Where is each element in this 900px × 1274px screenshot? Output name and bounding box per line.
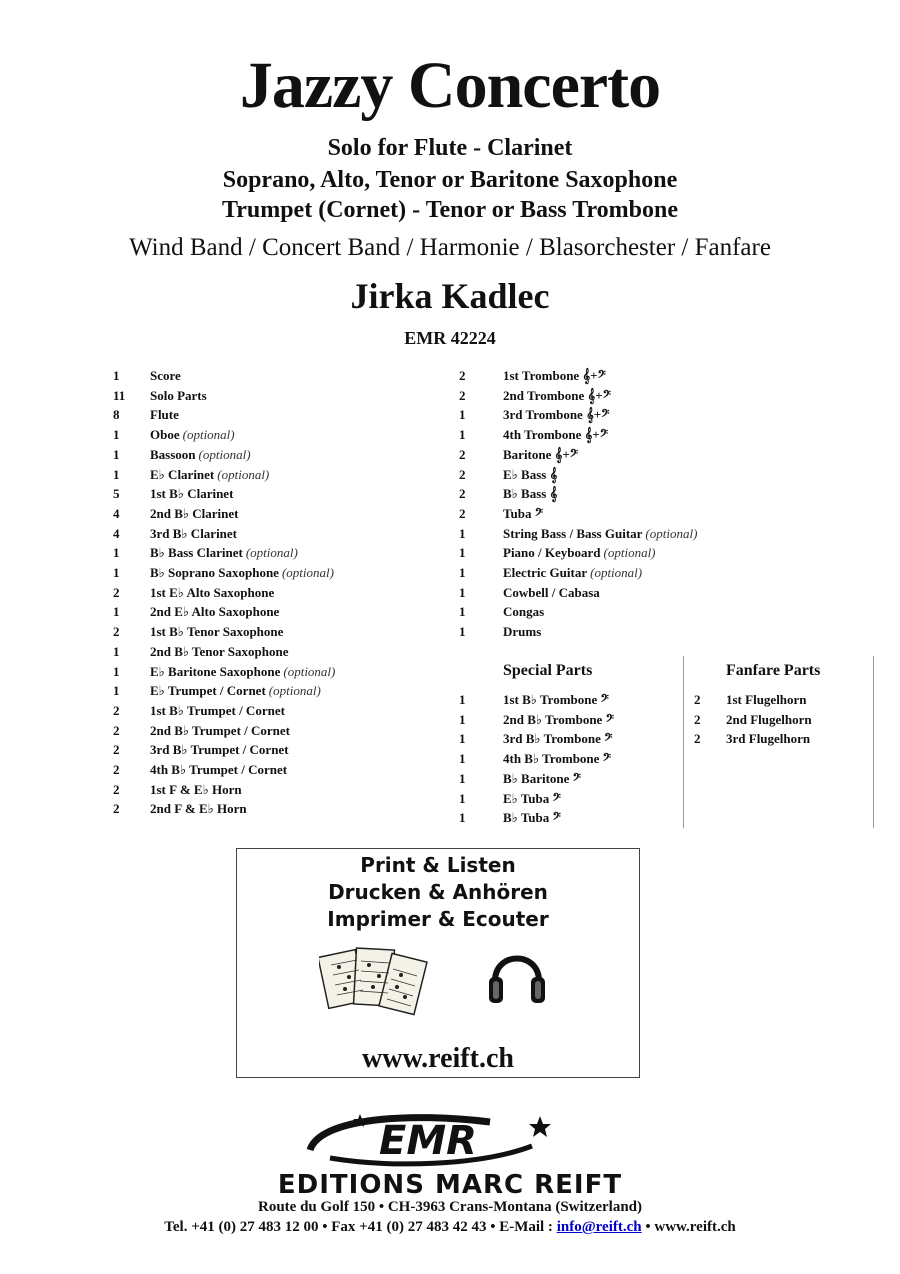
part-name bbox=[150, 467, 269, 483]
part-quantity: 1 bbox=[459, 692, 466, 707]
part-quantity: 1 bbox=[113, 683, 120, 699]
email-link[interactable]: info@reift.ch bbox=[556, 1219, 642, 1235]
part-name bbox=[503, 692, 609, 708]
part-quantity: 2 bbox=[113, 781, 120, 797]
part-instrument: 1st E♭ Alto Saxophone bbox=[150, 584, 275, 600]
part-instrument: Flute bbox=[150, 407, 179, 423]
part-name bbox=[150, 683, 321, 699]
part-instrument: Drums bbox=[503, 624, 542, 640]
part-quantity: 2 bbox=[459, 446, 466, 462]
part-name bbox=[150, 624, 283, 640]
part-instrument: Solo Parts bbox=[150, 387, 207, 403]
part-instrument: 3rd B♭ Trombone 𝄢 bbox=[503, 731, 613, 747]
part-name bbox=[503, 368, 606, 384]
part-instrument: Baritone 𝄞+𝄢 bbox=[503, 446, 579, 462]
part-name bbox=[726, 731, 810, 747]
publisher-contact bbox=[0, 1219, 900, 1236]
part-name bbox=[503, 791, 561, 807]
sheet-music-icon bbox=[319, 943, 429, 1023]
part-instrument: 2nd Trombone 𝄞+𝄢 bbox=[503, 387, 611, 403]
part-instrument: B♭ Tuba 𝄢 bbox=[503, 810, 561, 826]
part-instrument: 4th B♭ Trumpet / Cornet bbox=[150, 762, 288, 777]
part-instrument: 2nd E♭ Alto Saxophone bbox=[150, 604, 280, 620]
logo-text: EMR bbox=[379, 1118, 477, 1164]
part-instrument: E♭ Bass 𝄞 bbox=[503, 466, 558, 482]
part-name bbox=[503, 486, 557, 502]
part-quantity: 2 bbox=[459, 368, 466, 383]
part-quantity: 1 bbox=[459, 407, 466, 423]
part-quantity: 1 bbox=[459, 624, 466, 640]
part-instrument: 1st Flugelhorn bbox=[726, 692, 807, 707]
part-optional-note: (optional) bbox=[281, 565, 334, 580]
part-quantity: 1 bbox=[113, 663, 120, 679]
part-name bbox=[726, 692, 807, 708]
part-quantity: 2 bbox=[694, 731, 701, 747]
part-instrument: String Bass / Bass Guitar bbox=[503, 525, 643, 541]
part-quantity: 2 bbox=[694, 692, 701, 707]
part-quantity: 2 bbox=[113, 624, 120, 640]
part-name bbox=[150, 742, 289, 758]
part-optional-note: (optional) bbox=[283, 663, 336, 679]
emr-logo bbox=[300, 1110, 560, 1170]
publisher-name: EDITIONS MARC REIFT bbox=[277, 1170, 623, 1200]
part-optional-note: (optional) bbox=[182, 427, 235, 443]
part-instrument: 1st B♭ Trumpet / Cornet bbox=[150, 702, 285, 718]
part-quantity: 2 bbox=[113, 584, 120, 600]
part-name bbox=[503, 751, 611, 767]
part-optional-note: (optional) bbox=[198, 446, 251, 462]
part-instrument: 1st Trombone 𝄞+𝄢 bbox=[503, 368, 606, 383]
part-instrument: 2nd F & E♭ Horn bbox=[150, 801, 247, 817]
part-quantity: 8 bbox=[113, 407, 120, 423]
part-name bbox=[726, 712, 812, 728]
part-quantity: 1 bbox=[459, 545, 466, 561]
divider bbox=[683, 656, 684, 828]
page-title: Jazzy Concerto bbox=[239, 49, 661, 122]
part-name bbox=[503, 506, 543, 522]
part-name bbox=[503, 545, 656, 561]
part-name bbox=[503, 731, 612, 747]
part-instrument: 2nd B♭ Clarinet bbox=[150, 505, 239, 521]
part-name bbox=[150, 762, 287, 778]
part-quantity: 2 bbox=[113, 801, 120, 817]
part-name bbox=[150, 388, 207, 404]
part-name bbox=[503, 712, 614, 728]
part-instrument: 1st B♭ Tenor Saxophone bbox=[150, 624, 284, 640]
part-name bbox=[503, 585, 600, 601]
part-name bbox=[150, 604, 279, 620]
part-name bbox=[150, 545, 298, 561]
part-name bbox=[150, 368, 181, 384]
part-quantity: 1 bbox=[459, 525, 466, 541]
part-quantity: 2 bbox=[459, 387, 466, 403]
part-quantity: 1 bbox=[459, 751, 466, 767]
part-instrument: B♭ Baritone 𝄢 bbox=[503, 770, 582, 786]
part-instrument: 4th Trombone 𝄞+𝄢 bbox=[503, 427, 609, 443]
part-instrument: 2nd B♭ Trumpet / Cornet bbox=[150, 722, 290, 738]
subtitle-brass: Trumpet (Cornet) - Tenor or Bass Trombone bbox=[221, 197, 678, 223]
subtitle-saxophone: Soprano, Alto, Tenor or Baritone Saxophone bbox=[222, 167, 678, 193]
part-quantity: 2 bbox=[113, 722, 120, 738]
part-instrument: Electric Guitar bbox=[503, 565, 588, 580]
part-instrument: E♭ Trumpet / Cornet bbox=[150, 683, 266, 699]
part-name bbox=[503, 427, 608, 443]
part-instrument: 3rd B♭ Clarinet bbox=[150, 525, 238, 541]
part-name bbox=[503, 407, 610, 423]
part-quantity: 1 bbox=[113, 466, 120, 482]
part-instrument: Piano / Keyboard bbox=[503, 545, 601, 561]
part-name bbox=[150, 565, 334, 581]
part-instrument: 1st B♭ Clarinet bbox=[150, 486, 234, 502]
part-name bbox=[150, 585, 274, 601]
part-name bbox=[503, 467, 557, 483]
part-name bbox=[150, 447, 251, 463]
part-name bbox=[150, 506, 238, 522]
part-name bbox=[150, 407, 179, 423]
part-quantity: 2 bbox=[113, 742, 120, 758]
star-icon bbox=[529, 1116, 551, 1137]
part-instrument: 2nd B♭ Tenor Saxophone bbox=[150, 643, 289, 659]
catalog-number: EMR 42224 bbox=[404, 328, 496, 348]
part-quantity: 4 bbox=[113, 505, 120, 521]
band-types: Wind Band / Concert Band / Harmonie / Blasorchester / Fanfare bbox=[129, 234, 771, 261]
part-instrument: E♭ Tuba 𝄢 bbox=[503, 790, 561, 806]
part-quantity: 1 bbox=[459, 790, 466, 806]
part-quantity: 11 bbox=[113, 387, 126, 403]
part-name bbox=[150, 486, 233, 502]
part-quantity: 1 bbox=[459, 810, 466, 826]
part-instrument: 1st B♭ Trombone 𝄢 bbox=[503, 692, 609, 707]
part-instrument: 3rd Flugelhorn bbox=[726, 731, 811, 747]
part-instrument: B♭ Bass 𝄞 bbox=[503, 486, 558, 502]
promo-url[interactable]: www.reift.ch bbox=[362, 1043, 514, 1074]
part-instrument: E♭ Clarinet bbox=[150, 466, 215, 482]
part-quantity: 1 bbox=[459, 584, 466, 600]
part-name bbox=[503, 526, 697, 542]
divider bbox=[873, 656, 874, 828]
part-name bbox=[150, 782, 242, 798]
part-quantity: 2 bbox=[459, 486, 466, 502]
part-quantity: 2 bbox=[113, 762, 120, 777]
part-quantity: 1 bbox=[459, 565, 466, 580]
part-instrument: 2nd B♭ Trombone 𝄢 bbox=[503, 711, 614, 727]
part-instrument: Congas bbox=[503, 604, 545, 620]
promo-line-fr: Imprimer & Ecouter bbox=[327, 907, 549, 931]
part-quantity: 1 bbox=[113, 643, 120, 659]
part-quantity: 1 bbox=[113, 545, 120, 561]
part-optional-note: (optional) bbox=[217, 466, 270, 482]
fanfare-parts-heading: Fanfare Parts bbox=[726, 662, 821, 679]
part-quantity: 1 bbox=[459, 604, 466, 620]
part-quantity: 1 bbox=[113, 565, 120, 580]
part-name bbox=[503, 771, 581, 787]
promo-line-de: Drucken & Anhören bbox=[328, 880, 548, 904]
promo-line-en: Print & Listen bbox=[360, 853, 516, 877]
part-quantity: 1 bbox=[113, 446, 120, 462]
part-optional-note: (optional) bbox=[645, 525, 698, 541]
part-quantity: 2 bbox=[694, 711, 701, 727]
part-name bbox=[150, 723, 290, 739]
part-instrument: B♭ Bass Clarinet bbox=[150, 545, 243, 561]
print-listen-box bbox=[236, 848, 640, 1078]
part-quantity: 2 bbox=[113, 702, 120, 718]
part-instrument: Cowbell / Cabasa bbox=[503, 584, 600, 600]
part-optional-note: (optional) bbox=[268, 683, 321, 699]
part-name bbox=[150, 703, 285, 719]
part-name bbox=[150, 526, 237, 542]
part-quantity: 1 bbox=[113, 604, 120, 620]
part-quantity: 1 bbox=[459, 711, 466, 727]
part-name bbox=[150, 644, 288, 660]
part-instrument: 4th B♭ Trombone 𝄢 bbox=[503, 751, 612, 767]
part-quantity: 1 bbox=[113, 427, 120, 443]
headphones-icon bbox=[487, 941, 547, 1007]
subtitle-solo: Solo for Flute - Clarinet bbox=[327, 135, 573, 161]
part-instrument: Tuba 𝄢 bbox=[503, 505, 544, 521]
part-quantity: 5 bbox=[113, 486, 120, 502]
part-instrument: Bassoon bbox=[150, 446, 196, 462]
contact-website: • www.reift.ch bbox=[641, 1219, 736, 1235]
part-instrument: E♭ Baritone Saxophone bbox=[150, 663, 281, 679]
part-name bbox=[503, 565, 642, 581]
part-name bbox=[503, 810, 561, 826]
part-quantity: 1 bbox=[459, 427, 466, 443]
part-quantity: 1 bbox=[113, 368, 120, 383]
composer-name: Jirka Kadlec bbox=[350, 276, 550, 316]
special-parts-heading: Special Parts bbox=[503, 662, 593, 679]
part-instrument: 3rd B♭ Trumpet / Cornet bbox=[150, 742, 289, 758]
part-optional-note: (optional) bbox=[603, 545, 656, 561]
part-instrument: Oboe bbox=[150, 427, 180, 443]
part-instrument: 2nd Flugelhorn bbox=[726, 711, 812, 727]
part-name bbox=[503, 388, 611, 404]
part-name bbox=[503, 447, 578, 463]
publisher-address: Route du Golf 150 • CH-3963 Crans-Montana (Switzerland) bbox=[258, 1199, 642, 1215]
part-name bbox=[150, 801, 247, 817]
part-name bbox=[150, 664, 335, 680]
part-name bbox=[150, 427, 235, 443]
part-quantity: 1 bbox=[459, 770, 466, 786]
part-quantity: 2 bbox=[459, 505, 466, 521]
part-instrument: 3rd Trombone 𝄞+𝄢 bbox=[503, 407, 610, 423]
part-name bbox=[503, 604, 544, 620]
part-name bbox=[503, 624, 541, 640]
part-quantity: 1 bbox=[459, 731, 466, 747]
part-quantity: 4 bbox=[113, 525, 120, 541]
part-instrument: B♭ Soprano Saxophone bbox=[150, 565, 279, 580]
part-optional-note: (optional) bbox=[245, 545, 298, 561]
part-optional-note: (optional) bbox=[590, 565, 643, 580]
part-quantity: 2 bbox=[459, 466, 466, 482]
contact-phone-fax: Tel. +41 (0) 27 483 12 00 • Fax +41 (0) 27 483 42 43 • E-Mail : bbox=[164, 1219, 557, 1235]
part-instrument: Score bbox=[150, 368, 181, 383]
part-instrument: 1st F & E♭ Horn bbox=[150, 781, 242, 797]
